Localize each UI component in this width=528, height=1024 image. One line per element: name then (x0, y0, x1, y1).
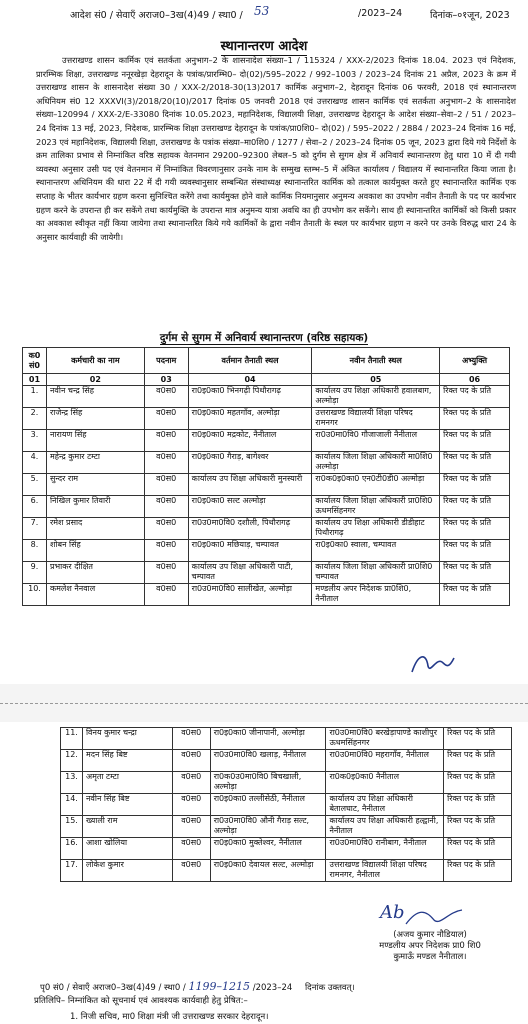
cell-post: व0स0 (144, 474, 188, 496)
endorsement-ref: पृ0 सं0 / सेवाएँ अराज0–3ख(4)49 / स्था0 / (40, 983, 186, 993)
cell-no: 4. (23, 452, 47, 474)
col-header-name: कर्मचारी का नाम (46, 348, 144, 374)
cell-current: रा0इ0का0 मुक्तेश्वर, नैनीताल (210, 838, 326, 860)
cell-post: व0स0 (144, 540, 188, 562)
cell-post: व0स0 (144, 452, 188, 474)
cell-remark: रिक्त पद के प्रति (444, 794, 512, 816)
signatory-designation: मण्डलीय अपर निदेशक प्रा0 शि0 (379, 941, 481, 951)
cell-name: कमलेश नैनवाल (46, 584, 144, 606)
cell-current: रा0इ0का0 गैराड़, बागेश्वर (188, 452, 312, 474)
col-header-serial: क0 सं0 (23, 348, 47, 374)
cell-new: कार्यालय उप शिक्षा अधिकारी हल्द्वानी, नैनीताल (326, 816, 444, 838)
transfer-table (22, 347, 510, 606)
cell-no: 12. (61, 750, 83, 772)
cell-name: नारायण सिंह (46, 430, 144, 452)
cell-remark: रिक्त पद के प्रति (440, 518, 510, 540)
cell-new: रा0उ0मा0वि0 गौजाजाली नैनीताल (312, 430, 440, 452)
cell-no: 1. (23, 386, 47, 408)
handwritten-order-number: 53 (254, 4, 270, 18)
col-number: 01 (23, 374, 47, 386)
cell-no: 2. (23, 408, 47, 430)
cell-name: नवीन चन्द्र सिंह (46, 386, 144, 408)
table-row (61, 860, 512, 882)
page-break (0, 684, 528, 722)
cell-remark: रिक्त पद के प्रति (440, 584, 510, 606)
table-row (23, 540, 510, 562)
table-body-page1 (23, 386, 510, 606)
page-title: स्थानान्तरण आदेश (220, 39, 308, 54)
table-row (23, 452, 510, 474)
col-header-current: वर्तमान तैनाती स्थल (188, 348, 312, 374)
col-header-remark: अभ्युक्ति (440, 348, 510, 374)
cell-post: व0स0 (144, 408, 188, 430)
cell-current: कार्यालय उप शिक्षा अधिकारी मुनस्यारी (188, 474, 312, 496)
cell-no: 8. (23, 540, 47, 562)
table-row (23, 518, 510, 540)
cell-new: रा0उ0मा0वि0 बरखेड़ापाण्डे काशीपुर ऊधमसिंहनगर (326, 728, 444, 750)
table-row (23, 430, 510, 452)
col-header-new: नवीन तैनाती स्थल (312, 348, 440, 374)
cell-no: 6. (23, 496, 47, 518)
cell-current: रा0इ0का0 भिनगढ़ी पिथौरागढ़ (188, 386, 312, 408)
cell-post: व0स0 (144, 430, 188, 452)
cell-name: महेन्द्र कुमार टम्टा (46, 452, 144, 474)
endorsement-date: दिनांक उक्तवत्। (304, 983, 355, 993)
signature-image: Ab (380, 902, 405, 923)
col-number: 02 (46, 374, 144, 386)
cell-name: लोकेश कुमार (82, 860, 172, 882)
table-body-page2 (61, 728, 512, 882)
copy-to-line: प्रतिलिपि– निम्नांकित को सूचनार्थ एवं आवश्यक कार्यवाही हेतु प्रेषित:– (34, 996, 248, 1006)
col-number: 06 (440, 374, 510, 386)
table-title: दुर्गम से सुगम में अनिवार्य स्थानान्तरण (वरिष्ठ सहायक) (159, 332, 369, 344)
cell-current: रा0उ0मा0वि0 दशौली, पिथौरागढ़ (188, 518, 312, 540)
signatory-name: (अजय कुमार नौडियाल) (393, 930, 467, 940)
table-row (61, 728, 512, 750)
cell-current: रा0उ0मा0वि0 खलाड़, नैनीताल (210, 750, 326, 772)
cell-name: शोबन सिंह (46, 540, 144, 562)
cell-current: रा0इ0का0 जीनापानी, अल्मोड़ा (210, 728, 326, 750)
cell-current: रा0इ0का0 सल्ट अल्मोड़ा (188, 496, 312, 518)
table-row (23, 584, 510, 606)
cell-remark: रिक्त पद के प्रति (440, 562, 510, 584)
cell-remark: रिक्त पद के प्रति (444, 728, 512, 750)
order-header (70, 6, 522, 22)
cell-name: प्रभाकर दीक्षित (46, 562, 144, 584)
table-row (23, 386, 510, 408)
cell-name: राजेन्द्र सिंह (46, 408, 144, 430)
cell-post: व0स0 (144, 496, 188, 518)
cell-name: अमृता टम्टा (82, 772, 172, 794)
cell-new: कार्यालय जिला शिक्षा अधिकारी मा0शि0 अल्मोड़ा (312, 452, 440, 474)
cell-no: 13. (61, 772, 83, 794)
cell-current: रा0उ0मा0वि0 औनी गैराड़ सल्ट, अल्मोड़ा (210, 816, 326, 838)
order-date: दिनांक–०१जून, 2023 (430, 10, 510, 21)
cell-current: कार्यालय उप शिक्षा अधिकारी पाटी, चम्पावत (188, 562, 312, 584)
signatory-office: कुमाऊँ मण्डल नैनीताल। (393, 952, 467, 962)
cell-post: व0स0 (172, 728, 210, 750)
col-number: 05 (312, 374, 440, 386)
cell-new: कार्यालय उप शिक्षा अधिकारी बेतालघाट, नैनीताल (326, 794, 444, 816)
transfer-table-continued (60, 727, 512, 882)
cell-new: रा0क0इ0का0 नैनीताल (326, 772, 444, 794)
signature-mark-page1 (408, 650, 458, 678)
cell-new: कार्यालय उप शिक्षा अधिकारी हवालबाग, अल्मोड़ा (312, 386, 440, 408)
cell-remark: रिक्त पद के प्रति (440, 430, 510, 452)
cell-post: व0स0 (172, 816, 210, 838)
cell-post: व0स0 (144, 386, 188, 408)
cell-remark: रिक्त पद के प्रति (440, 386, 510, 408)
cell-remark: रिक्त पद के प्रति (444, 772, 512, 794)
cell-remark: रिक्त पद के प्रति (440, 496, 510, 518)
cell-no: 14. (61, 794, 83, 816)
cell-name: सुन्दर राम (46, 474, 144, 496)
col-number: 04 (188, 374, 312, 386)
cell-remark: रिक्त पद के प्रति (440, 540, 510, 562)
table-row (61, 816, 512, 838)
cell-remark: रिक्त पद के प्रति (444, 838, 512, 860)
order-body (36, 54, 516, 244)
handwritten-range: 1199–1215 (188, 980, 251, 993)
cell-name: नवीन सिंह बिष्ट (82, 794, 172, 816)
cell-new: रा0क0इ0का0 एन0टी0डी0 अल्मोड़ा (312, 474, 440, 496)
order-reference: आदेश सं0 / सेवाएँ अराज0–3ख(4)49 / स्था0 / (70, 10, 243, 21)
table-row (61, 750, 512, 772)
cell-no: 10. (23, 584, 47, 606)
column-number-row (23, 374, 510, 386)
order-body-text: उत्तराखण्ड शासन कार्मिक एवं सतर्कता अनुभाग–2 के शासनादेश संख्या–1 / 115324 / XXX-2/2023 दिनांक 18.04. 2023 एवं निदेशक, प्रारम्भिक शिक्षा, उत्तराखण्ड ननूरखेड़ा देहरादून के पत्रांक/प्रारम्भि0– दो(02)/595–2022 / 992–1003 / 2023–24 दिनांक 21 अप्रैल, 2023 के क्रम में उत्तराखण्ड शासन के शासनादेश संख्या 30 / XXX-2/2018-30(13)2017 कार्मिक अनुभाग–2, देहरादून दिनांक 06 फरवरी, 2018 एवं स्थानान्तरण अधिनियम सं0 12 XXXVI(3)/2018/20(10)/2017 दिनांक 05 जनवरी 2018 एवं उत्तराखण्ड शासन कार्मिक एवं सतर्कता अनुभाग–2 के शासनादेश संख्या–120994 / XXX-2/E-33080 दिनांक 10.05.2023, महानिदेशक, विद्यालयी शिक्षा, उत्तराखण्ड देहरादून के आदेश संख्या–सेवा–2 / 51 / 2023–24 दिनांक 13 मई, 2023, निदेशक, प्रारम्भिक शिक्षा उत्तराखण्ड देहरादून के पत्रांक/प्रा0शि0– दो(02) / 595–2022 / 2884 / 2023–24 दिनांक 16 मई, 2023 एवं महानिदेशक, विद्यालयी शिक्षा, उत्तराखण्ड के पत्रांक संख्या–मा0शि0 / 1277 / सेवा–2 / 2023–24 दिनांक 05 जून, 2023 द्वारा दिये गये निर्देशों के क्रम तालिका प्रभाव से निम्नांकित वरिष्ठ सहायक वेतनमान 29200–92300 लेबल–5 को दुर्गम से सुगम क्षेत्र में अनिवार्य स्थानान्तरण हेतु धारा 10 में दी गयी व्यवस्था अनुसार उसी पद एवं वेतनमान में निम्नांकित विवरणानुसार उनके नाम के सम्मुख स्तम्भ–5 में अंकित कार्यालय / विद्यालय में स्थानान्तरित किया जाता है। स्थानान्तरण अधिनियम की धारा 22 में दी गयी व्यवस्थानुसार सम्बन्धित संस्थाध्यक्ष स्थानान्तरित कार्मिक को तत्काल कार्यमुक्त करते हुए स्थानान्तरित कार्मिक एक सप्ताह के भीतर कार्यभार ग्रहण करना सुनिश्चित करेंगे तथा कार्यमुक्त होने वाले कार्मिक नियमानुसार अनुमन्य अवकाश का उपभोग नवीन तैनाती के पद पर कार्यभार ग्रहण करने के उपरान्त ही कर सकेंगे तथा कार्यमुक्ति के उपरान्त मात्र अनुमन्य यात्रा अवधि का ही उपभोग कर सकेंगे। साथ ही स्थानान्तरित कार्मिकों को किसी प्रकार का अवकाश स्वीकृत नहीं किया जायेगा तथा स्थानान्तरित किये गये कार्मिकों के द्वारा नवीन तैनाती के स्थल पर कार्यभार ग्रहण न करने पर उनके विरुद्ध धारा 24 के अनुसार कार्यवाही की जायेगी। (36, 55, 516, 242)
endorsement-line (40, 980, 355, 993)
cell-current: रा0इ0का0 देवायल सल्ट, अल्मोड़ा (210, 860, 326, 882)
cell-new: रा0उ0मा0वि0 महरागाँव, नैनीताल (326, 750, 444, 772)
cell-remark: रिक्त पद के प्रति (440, 452, 510, 474)
cell-remark: रिक्त पद के प्रति (444, 816, 512, 838)
cell-remark: रिक्त पद के प्रति (444, 750, 512, 772)
signatory-block (340, 930, 520, 963)
cell-new: मण्डलीय अपर निदेशक प्रा0शि0, नैनीताल (312, 584, 440, 606)
cell-new: कार्यालय जिला शिक्षा अधिकारी प्रा0शि0 ऊधमसिंहनगर (312, 496, 440, 518)
cell-new: कार्यालय उप शिक्षा अधिकारी डीडीहाट पिथौरागढ़ (312, 518, 440, 540)
table-row (23, 496, 510, 518)
cell-post: व0स0 (172, 794, 210, 816)
signature-flourish (404, 906, 464, 928)
table-row (61, 794, 512, 816)
cell-current: रा0इ0का0 मछियाड़, चम्पावत (188, 540, 312, 562)
cell-current: रा0क0उ0मा0वि0 बिचखाली, अल्मोड़ा (210, 772, 326, 794)
cell-new: रा0उ0मा0वि0 रानीबाग, नैनीताल (326, 838, 444, 860)
cell-no: 9. (23, 562, 47, 584)
cell-no: 11. (61, 728, 83, 750)
cell-post: व0स0 (144, 584, 188, 606)
cell-name: रमेश प्रसाद (46, 518, 144, 540)
cell-no: 3. (23, 430, 47, 452)
table-row (61, 838, 512, 860)
endorsement-year: /2023–24 (252, 983, 293, 993)
cell-post: व0स0 (172, 838, 210, 860)
cell-new: कार्यालय जिला शिक्षा अधिकारी प्रा0शि0 चम्पावत (312, 562, 440, 584)
cell-current: रा0इ0का0 महतगाँव, अल्मोड़ा (188, 408, 312, 430)
cell-name: निखिल कुमार तिवारी (46, 496, 144, 518)
cell-post: व0स0 (172, 860, 210, 882)
table-row (61, 772, 512, 794)
cell-name: विनय कुमार चन्द्रा (82, 728, 172, 750)
cell-remark: रिक्त पद के प्रति (440, 408, 510, 430)
cell-new: रा0इ0का0 स्वाला, चम्पावत (312, 540, 440, 562)
table-row (23, 474, 510, 496)
cell-post: व0स0 (144, 518, 188, 540)
cell-current: रा0उ0मा0वि0 सालीखेत, अल्मोड़ा (188, 584, 312, 606)
table-row (23, 562, 510, 584)
cell-no: 7. (23, 518, 47, 540)
cell-remark: रिक्त पद के प्रति (440, 474, 510, 496)
cell-name: ख्याली राम (82, 816, 172, 838)
table-header-row (23, 348, 510, 374)
cell-no: 15. (61, 816, 83, 838)
cell-no: 5. (23, 474, 47, 496)
order-year: /2023–24 (358, 8, 403, 19)
cell-new: उत्तराखण्ड विद्यालयी शिक्षा परिषद रामनगर (312, 408, 440, 430)
table-row (23, 408, 510, 430)
col-number: 03 (144, 374, 188, 386)
cell-new: उत्तराखण्ड विद्यालयी शिक्षा परिषद रामनगर, नैनीताल (326, 860, 444, 882)
cell-post: व0स0 (172, 750, 210, 772)
cell-name: आशा खोलिया (82, 838, 172, 860)
cell-no: 17. (61, 860, 83, 882)
col-header-post: पदनाम (144, 348, 188, 374)
cell-name: मदन सिंह बिष्ट (82, 750, 172, 772)
cell-no: 16. (61, 838, 83, 860)
cell-current: रा0इ0का0 मद्रकोट, नैनीताल (188, 430, 312, 452)
cell-current: रा0इ0का0 तल्लीसेठी, नैनीताल (210, 794, 326, 816)
cell-post: व0स0 (144, 562, 188, 584)
cell-post: व0स0 (172, 772, 210, 794)
cell-remark: रिक्त पद के प्रति (444, 860, 512, 882)
copy-item-1: 1. निजी सचिव, मा0 शिक्षा मंत्री जी उत्तराखण्ड सरकार देहरादून। (70, 1012, 269, 1022)
